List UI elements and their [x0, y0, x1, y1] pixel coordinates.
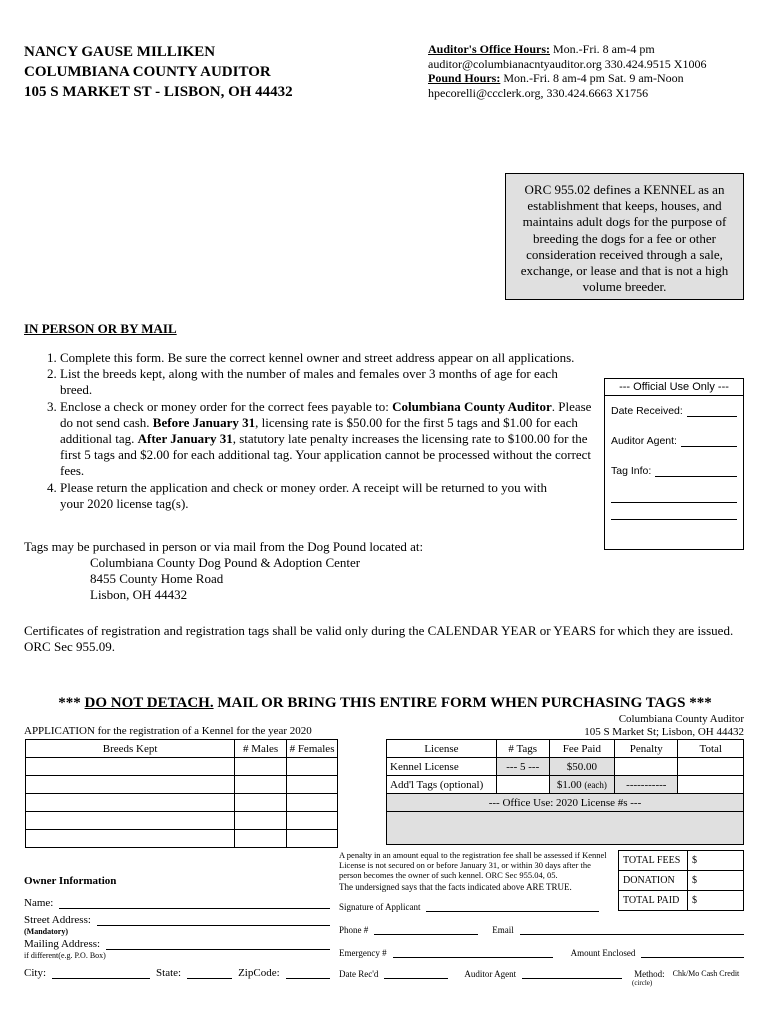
before-date: Before January 31	[152, 414, 256, 430]
state-field[interactable]	[187, 967, 232, 979]
tag-info-label: Tag Info:	[611, 465, 652, 477]
auditor-mailing-name: Columbiana County Auditor	[618, 713, 744, 725]
dog-pound-city: Lisbon, OH 44432	[90, 587, 188, 603]
mailing-address-label: Mailing Address:	[24, 938, 101, 950]
totals-table	[618, 850, 744, 911]
tag-info-row	[605, 456, 743, 486]
total-fees-row	[619, 851, 744, 871]
additional-fee-cell	[549, 776, 614, 794]
males-cell[interactable]	[235, 794, 287, 812]
dog-pound-street: 8455 County Home Road	[90, 571, 224, 587]
street-address-row	[24, 914, 330, 926]
instruction-3-text-a: Enclose a check or money order for the correct fees payable to:	[60, 398, 393, 414]
emergency-label: Emergency #	[339, 948, 387, 958]
after-date: After January 31	[137, 431, 233, 447]
attestation: The undersigned says that the facts indicated above ARE TRUE.	[339, 882, 572, 892]
owner-name-label: Name:	[24, 897, 54, 909]
office-receipt-row	[339, 969, 744, 979]
males-header: # Males	[235, 740, 287, 758]
instruction-4: 4. Please return the application and check or money order. A receipt will be returned to you with your 2020 license tag(s).	[60, 480, 604, 512]
tag-info-field[interactable]	[655, 456, 737, 477]
amount-enclosed-field[interactable]	[641, 948, 744, 958]
payable-to: Columbiana County Auditor	[392, 398, 552, 414]
phone-label: Phone #	[339, 925, 369, 935]
females-cell[interactable]	[287, 812, 338, 830]
dog-pound-name: Columbiana County Dog Pound & Adoption Center	[90, 555, 361, 570]
auditor-agent-footer-label: Auditor Agent	[464, 969, 517, 979]
date-received-field[interactable]	[687, 396, 737, 417]
instruction-3-text-c: . Please do not send cash.	[60, 398, 592, 430]
females-cell[interactable]	[287, 758, 338, 776]
instruction-2: 2. List the breeds kept, along with the number of males and females over 3 months of age for each breed.	[60, 366, 604, 398]
owner-name-row	[24, 897, 330, 909]
mailing-address-note: if different(e.g. P.O. Box)	[24, 951, 106, 960]
fees-header-row	[387, 740, 744, 758]
breed-cell[interactable]	[26, 812, 235, 830]
phone-email-row	[339, 925, 744, 935]
auditor-agent-row	[605, 426, 743, 456]
breeds-table	[25, 739, 338, 848]
total-paid-value[interactable]: $	[688, 891, 744, 911]
table-row	[26, 794, 338, 812]
email-field[interactable]	[520, 925, 744, 935]
date-received-label: Date Received:	[611, 405, 683, 417]
table-row	[26, 812, 338, 830]
penalty-notice: A penalty in an amount equal to the registration fee shall be assessed if Kennel License is not secured on or before January 31, or within 30 days after the person becomes the owner of such kennel. ORC Sec 955.04, 05.	[339, 850, 607, 880]
office-header	[24, 42, 293, 102]
tag-info-line-3[interactable]	[611, 503, 737, 520]
section-title: IN PERSON OR BY MAIL	[24, 321, 177, 336]
application-title: APPLICATION for the registration of a Kennel for the year 2020	[24, 725, 312, 737]
city-field[interactable]	[52, 967, 150, 979]
males-cell[interactable]	[235, 812, 287, 830]
total-header: Total	[678, 740, 744, 758]
phone-field[interactable]	[374, 925, 478, 935]
owner-name-field[interactable]	[59, 897, 330, 909]
tags-header: # Tags	[496, 740, 549, 758]
instruction-1: 1. Complete this form. Be sure the correct kennel owner and street address appear on all applications.	[60, 350, 604, 366]
males-cell[interactable]	[235, 758, 287, 776]
office-contact: auditor@columbianacntyauditor.org 330.424.9515 X1006	[428, 56, 707, 71]
method-options[interactable]: Chk/Mo Cash Credit	[672, 969, 740, 978]
females-cell[interactable]	[287, 794, 338, 812]
auditor-title: COLUMBIANA COUNTY AUDITOR	[24, 64, 271, 80]
office-use-row	[387, 794, 744, 812]
street-address-label: Street Address:	[24, 914, 91, 926]
fees-table	[386, 739, 744, 845]
do-not-detach-banner	[0, 695, 770, 712]
breeds-header-row	[26, 740, 338, 758]
breed-cell[interactable]	[26, 758, 235, 776]
auditor-mailing-street: 105 S Market St; Lisbon, OH 44432	[584, 726, 744, 738]
additional-total-cell[interactable]	[678, 776, 744, 794]
tag-info-line-2[interactable]	[611, 486, 737, 503]
auditor-agent-footer-field[interactable]	[522, 969, 622, 979]
mailing-address-field[interactable]	[106, 938, 330, 950]
auditor-mailing-address	[584, 713, 744, 739]
owner-info-title: Owner Information	[24, 875, 117, 887]
auditor-agent-field[interactable]	[681, 426, 737, 447]
city-state-zip-row	[24, 967, 330, 979]
additional-penalty-value: -----------	[615, 776, 678, 794]
street-address-field[interactable]	[97, 914, 330, 926]
zip-field[interactable]	[286, 967, 330, 979]
penalty-header: Penalty	[615, 740, 678, 758]
detach-underlined: DO NOT DETACH.	[84, 695, 214, 711]
additional-fee-note: (each)	[584, 779, 607, 790]
office-use-space-row	[387, 812, 744, 845]
donation-row	[619, 871, 744, 891]
instruction-3	[60, 399, 604, 480]
office-hours-block	[428, 42, 706, 100]
date-recd-label: Date Rec'd	[339, 969, 379, 979]
males-cell[interactable]	[235, 830, 287, 848]
amount-enclosed-label: Amount Enclosed	[570, 948, 636, 958]
signature-label: Signature of Applicant	[339, 902, 421, 912]
kennel-total-cell[interactable]	[678, 758, 744, 776]
kennel-license-row	[387, 758, 744, 776]
detach-rest: MAIL OR BRING THIS ENTIRE FORM WHEN PURCHASING TAGS ***	[213, 695, 712, 711]
table-row	[26, 830, 338, 848]
donation-label: DONATION	[619, 871, 688, 891]
breed-cell[interactable]	[26, 776, 235, 794]
kennel-license-label: Kennel License	[387, 758, 497, 776]
total-paid-row	[619, 891, 744, 911]
license-header: License	[387, 740, 497, 758]
signature-field[interactable]	[426, 902, 599, 912]
breed-cell[interactable]	[26, 830, 235, 848]
instruction-3-text-g: , statutory late penalty increases the licensing rate to $100.00 for the first 5 tags and $2.00 for each additional tag. Your application cannot be processed without the correct fees.	[60, 431, 592, 479]
pound-contact: hpecorelli@ccclerk.org, 330.424.6663 X1756	[428, 85, 649, 100]
additional-tags-label: Add'l Tags (optional)	[387, 776, 497, 794]
fee-paid-header: Fee Paid	[549, 740, 614, 758]
detach-prefix: ***	[58, 695, 85, 711]
certificates-notice: Certificates of registration and registration tags shall be valid only during the CALENDAR YEAR or YEARS for which they are issued. ORC Sec 955.09.	[24, 623, 734, 655]
total-paid-label: TOTAL PAID	[619, 891, 688, 911]
method-label: Method:	[634, 969, 665, 979]
state-label: State:	[156, 967, 182, 979]
kennel-definition-box: ORC 955.02 defines a KENNEL as an establishment that keeps, houses, and maintains adult dogs for the purpose of breeding the dogs for a fee or other consideration received through a sale, exchange, or lease and that is not a high volume breeder.	[505, 173, 744, 300]
mailing-address-row	[24, 938, 330, 950]
table-row	[26, 758, 338, 776]
table-row	[26, 776, 338, 794]
tags-purchase-intro: Tags may be purchased in person or via mail from the Dog Pound located at:	[24, 539, 424, 554]
city-label: City:	[24, 967, 47, 979]
females-header: # Females	[287, 740, 338, 758]
kennel-fee-value: $50.00	[549, 758, 614, 776]
signature-row	[339, 902, 599, 912]
emergency-amount-row	[339, 948, 744, 958]
emergency-field[interactable]	[393, 948, 553, 958]
office-hours-label: Auditor's Office Hours:	[428, 42, 550, 56]
zip-label: ZipCode:	[238, 967, 280, 979]
females-cell[interactable]	[287, 776, 338, 794]
females-cell[interactable]	[287, 830, 338, 848]
office-use-label: --- Office Use: 2020 License #s ---	[387, 794, 744, 812]
auditor-address: 105 S MARKET ST - LISBON, OH 44432	[24, 84, 293, 100]
license-numbers-field	[387, 812, 744, 845]
kennel-tags-value: --- 5 ---	[496, 758, 549, 776]
additional-tags-row	[387, 776, 744, 794]
additional-fee-value: $1.00	[556, 778, 582, 791]
total-fees-label: TOTAL FEES	[619, 851, 688, 871]
circle-note: (circle)	[632, 979, 653, 987]
kennel-penalty-cell[interactable]	[615, 758, 678, 776]
total-fees-value[interactable]: $	[688, 851, 744, 871]
additional-tags-count-cell[interactable]	[496, 776, 549, 794]
pound-hours-label: Pound Hours:	[428, 71, 501, 85]
instructions-list	[24, 350, 604, 512]
dog-pound-address	[90, 555, 360, 604]
street-address-note: (Mandatory)	[24, 927, 68, 936]
pound-hours-value: Mon.-Fri. 8 am-4 pm Sat. 9 am-Noon	[500, 71, 684, 85]
email-label: Email	[492, 925, 514, 935]
breeds-header: Breeds Kept	[26, 740, 235, 758]
auditor-name: NANCY GAUSE MILLIKEN	[24, 44, 216, 60]
office-hours-value: Mon.-Fri. 8 am-4 pm	[550, 42, 655, 56]
males-cell[interactable]	[235, 776, 287, 794]
official-use-title: --- Official Use Only ---	[605, 379, 743, 396]
donation-value[interactable]: $	[688, 871, 744, 891]
date-received-row	[605, 396, 743, 426]
instruction-3-text-e: , licensing rate is $50.00 for the first 5 tags and $1.00 for each additional tag.	[60, 414, 578, 447]
date-recd-field[interactable]	[384, 969, 448, 979]
breed-cell[interactable]	[26, 794, 235, 812]
auditor-agent-label: Auditor Agent:	[611, 435, 677, 447]
official-use-box	[604, 378, 744, 550]
